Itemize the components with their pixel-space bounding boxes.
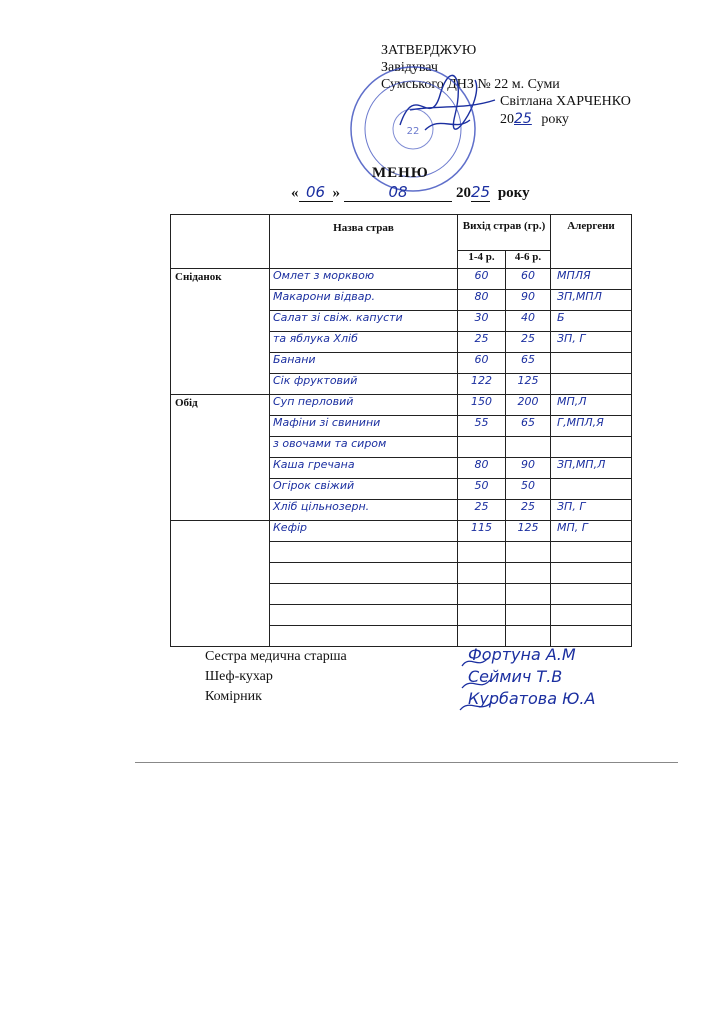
portion-1-4 (458, 563, 506, 584)
portion-1-4: 55 (458, 416, 506, 437)
approval-year: 2025 року (500, 111, 569, 127)
portion-1-4: 80 (458, 290, 506, 311)
portion-4-6 (506, 605, 551, 626)
portion-1-4: 25 (458, 500, 506, 521)
allergens-cell (551, 437, 632, 458)
dish-name: Макарони відвар. (270, 290, 458, 311)
portion-4-6 (506, 563, 551, 584)
dish-name: з овочами та сиром (270, 437, 458, 458)
portion-4-6: 125 (506, 521, 551, 542)
dish-name: Каша гречана (270, 458, 458, 479)
signature-role-nurse: Сестра медична старша (205, 649, 347, 664)
portion-4-6 (506, 626, 551, 647)
signature-role-storekeeper: Комірник (205, 689, 262, 704)
portion-4-6 (506, 437, 551, 458)
portion-4-6: 25 (506, 500, 551, 521)
allergens-cell (551, 374, 632, 395)
approve-label: ЗАТВЕРДЖУЮ (381, 43, 477, 58)
menu-date: « 06 » 08 2025 року (291, 183, 530, 201)
portion-4-6: 90 (506, 458, 551, 479)
portion-1-4: 122 (458, 374, 506, 395)
age-1-4-header: 1-4 р. (458, 251, 506, 269)
allergens-cell: МП, Г (551, 521, 632, 542)
portion-4-6: 125 (506, 374, 551, 395)
dish-name: Банани (270, 353, 458, 374)
portion-1-4 (458, 605, 506, 626)
allergens-cell: Г,МПЛ,Я (551, 416, 632, 437)
portion-4-6: 40 (506, 311, 551, 332)
table-row (171, 521, 632, 542)
portion-1-4: 50 (458, 479, 506, 500)
signature-name-nurse: Фортуна А.М (468, 645, 576, 664)
portion-1-4: 60 (458, 269, 506, 290)
approver-position: Завідувач (381, 60, 438, 75)
allergens-cell: ЗП,МП,Л (551, 458, 632, 479)
allergens-cell: МП,Л (551, 395, 632, 416)
meal-label (171, 521, 270, 647)
dish-name: Хліб цільнозерн. (270, 500, 458, 521)
portion-1-4 (458, 542, 506, 563)
allergens-cell (551, 542, 632, 563)
dish-name: Сік фруктовий (270, 374, 458, 395)
portion-1-4: 115 (458, 521, 506, 542)
allergens-cell (551, 626, 632, 647)
portion-4-6: 200 (506, 395, 551, 416)
dish-name: Омлет з морквою (270, 269, 458, 290)
portion-4-6 (506, 584, 551, 605)
dish-name: Суп перловий (270, 395, 458, 416)
portion-1-4 (458, 626, 506, 647)
meal-header (171, 215, 270, 269)
allergens-cell: Б (551, 311, 632, 332)
portion-1-4 (458, 437, 506, 458)
portion-1-4 (458, 584, 506, 605)
institution-name: Сумського ДНЗ № 22 м. Суми (381, 77, 560, 92)
dish-name: Кефір (270, 521, 458, 542)
output-header: Вихід страв (гр.) (458, 215, 551, 251)
dish-name: Мафіни зі свинини (270, 416, 458, 437)
table-row (171, 395, 632, 416)
meal-label: Обід (171, 395, 270, 521)
dish-name: та яблука Хліб (270, 332, 458, 353)
portion-4-6: 25 (506, 332, 551, 353)
signature-name-chef: Сеймич Т.В (468, 667, 563, 686)
dish-name (270, 563, 458, 584)
allergens-cell (551, 353, 632, 374)
signature-name-storekeeper: Курбатова Ю.А (468, 689, 596, 708)
portion-4-6: 65 (506, 416, 551, 437)
dish-name (270, 626, 458, 647)
menu-day: 06 (299, 183, 333, 202)
portion-4-6: 50 (506, 479, 551, 500)
dish-name (270, 605, 458, 626)
allergens-cell: ЗП, Г (551, 332, 632, 353)
bottom-rule (135, 762, 678, 763)
allergens-header: Алергени (551, 215, 632, 269)
portion-1-4: 25 (458, 332, 506, 353)
meal-label: Сніданок (171, 269, 270, 395)
menu-year-handwritten: 25 (471, 183, 491, 201)
allergens-cell (551, 605, 632, 626)
approval-year-handwritten: 25 (514, 111, 532, 127)
allergens-cell (551, 479, 632, 500)
portion-1-4: 30 (458, 311, 506, 332)
dish-name: Салат зі свіж. капусти (270, 311, 458, 332)
portion-1-4: 80 (458, 458, 506, 479)
portion-4-6: 65 (506, 353, 551, 374)
portion-4-6 (506, 542, 551, 563)
svg-text:22: 22 (406, 126, 420, 137)
age-4-6-header: 4-6 р. (506, 251, 551, 269)
allergens-cell: МПЛЯ (551, 269, 632, 290)
portion-1-4: 60 (458, 353, 506, 374)
menu-table (170, 214, 632, 647)
allergens-cell: ЗП, Г (551, 500, 632, 521)
allergens-cell (551, 563, 632, 584)
menu-month: 08 (344, 183, 452, 202)
signature-role-chef: Шеф-кухар (205, 669, 273, 684)
table-row (171, 269, 632, 290)
portion-4-6: 90 (506, 290, 551, 311)
menu-title: МЕНЮ (372, 165, 429, 181)
dish-name: Огірок свіжий (270, 479, 458, 500)
portion-1-4: 150 (458, 395, 506, 416)
approver-name: Світлана ХАРЧЕНКО (500, 94, 631, 109)
allergens-cell: ЗП,МПЛ (551, 290, 632, 311)
dish-name (270, 542, 458, 563)
portion-4-6: 60 (506, 269, 551, 290)
allergens-cell (551, 584, 632, 605)
dish-name (270, 584, 458, 605)
dish-header: Назва страв (270, 215, 458, 269)
signature-scribbles (458, 652, 498, 716)
